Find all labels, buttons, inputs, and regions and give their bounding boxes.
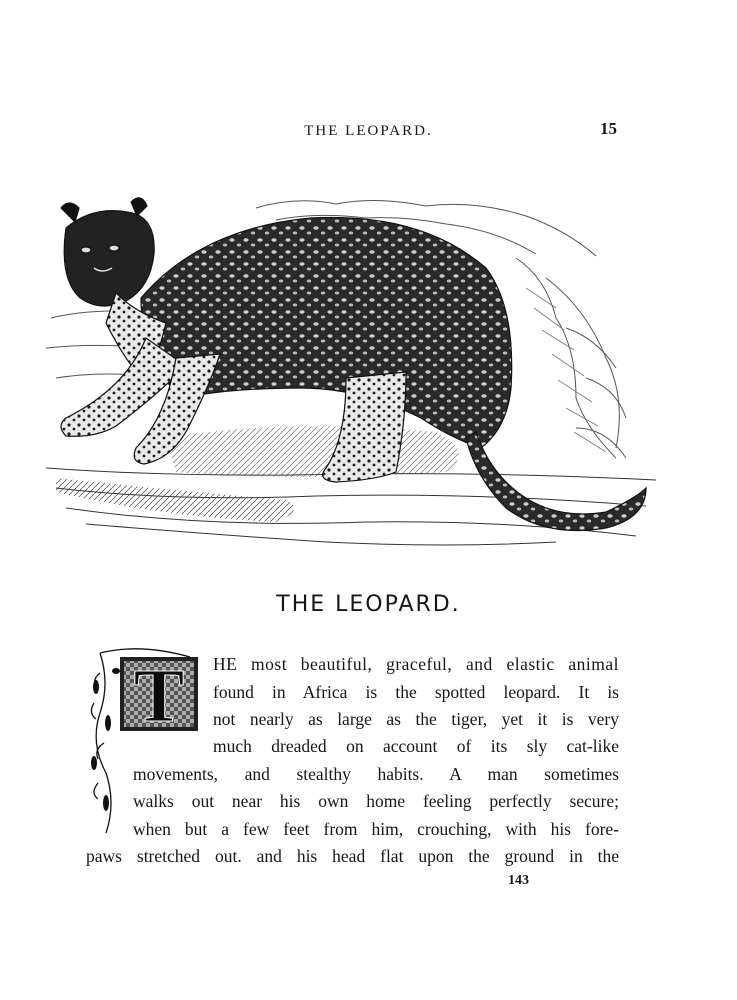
running-head: THE LEOPARD. <box>304 123 433 139</box>
article-title: THE LEOPARD. <box>276 592 461 617</box>
text-line-8: paws stretched out. and his head flat upon the ground in the <box>86 846 619 866</box>
text-line-7: when but a few feet from him, crouching, with his fore- <box>133 819 619 839</box>
text-line-3: not nearly as large as the tiger, yet it is very <box>213 709 619 729</box>
text-line-5: movements, and stealthy habits. A man sometimes <box>133 764 619 784</box>
drop-cap-letter: T <box>133 654 185 738</box>
text-line-4: much dreaded on account of its sly cat-like <box>213 736 619 756</box>
text-line-2: found in Africa is the spotted leopard. It is <box>213 682 619 702</box>
signature-mark: 143 <box>508 873 529 888</box>
foliage-hatching <box>526 288 606 452</box>
page-number: 15 <box>600 119 617 138</box>
leopard-illustration <box>46 188 658 558</box>
leopard-figure <box>61 198 646 531</box>
text-line-6: walks out near his own home feeling perfectly secure; <box>133 791 619 811</box>
text-line-1: HE most beautiful, graceful, and elastic animal <box>213 654 619 674</box>
